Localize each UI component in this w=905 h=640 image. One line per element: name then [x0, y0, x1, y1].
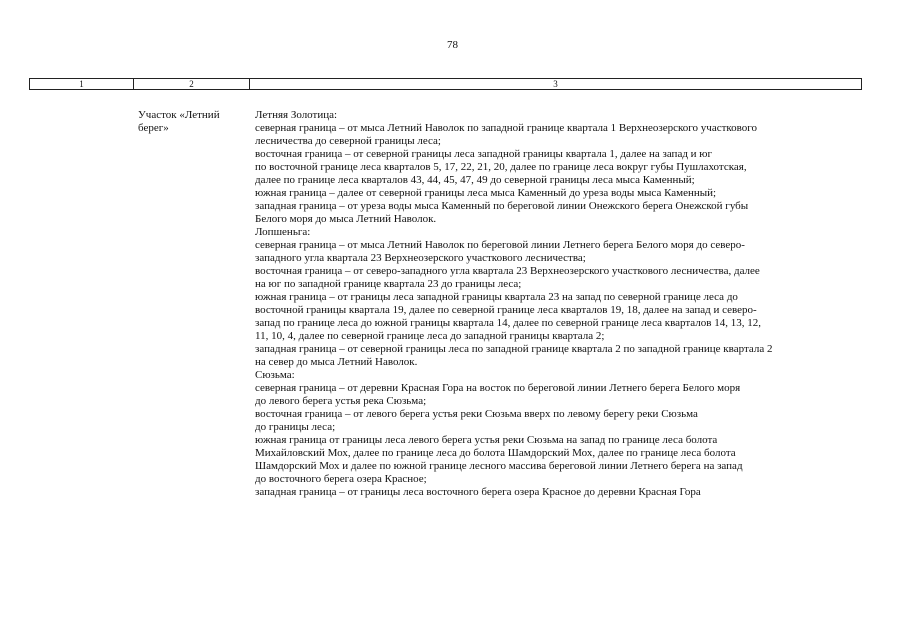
text-line: восточной границы квартала 19, далее по северной границе леса кварталов 19, 18, далее на запад и северо- — [255, 304, 757, 316]
text-line: далее по границе леса кварталов 43, 44, 45, 47, 49 до северной границы леса мыса Каменный; — [255, 174, 695, 186]
text-line: восточная граница – от северо-западного угла квартала 23 Верхнеозерского участкового лесничества, далее — [255, 265, 760, 277]
column-number-3: 3 — [553, 79, 558, 89]
text-line: Сюзьма: — [255, 369, 295, 381]
section-label-line: берег» — [138, 122, 169, 134]
column-number-header — [29, 78, 862, 90]
text-line: восточная граница – от левого берега устья реки Сюзьма вверх по левому берегу реки Сюзьма — [255, 408, 698, 420]
text-line: южная граница – от границы леса западной границы квартала 23 на запад по северной границе леса до — [255, 291, 738, 303]
column-number-1: 1 — [30, 79, 134, 89]
section-label — [138, 109, 250, 135]
text-line: лесничества до северной границы леса; — [255, 135, 441, 147]
text-line: южная граница – далее от северной границы леса мыса Каменный до уреза воды мыса Каменный; — [255, 187, 717, 199]
text-line: Лопшеньга: — [255, 226, 311, 238]
text-line: по восточной границе леса кварталов 5, 17, 22, 21, 20, далее по границе леса вокруг губы Пушлахотская, — [255, 161, 747, 173]
text-line: на север до мыса Летний Наволок. — [255, 356, 418, 368]
text-line: до восточного берега озера Красное; — [255, 473, 427, 485]
boundary-description — [255, 109, 865, 499]
page-number: 78 — [447, 39, 458, 51]
text-line: западная граница – от уреза воды мыса Каменный по береговой линии Онежского берега Онежской губы — [255, 200, 749, 212]
text-line: северная граница – от деревни Красная Гора на восток по береговой линии Летнего берега Белого моря — [255, 382, 741, 394]
text-line: 11, 10, 4, далее по северной границе леса до западной границы квартала 2; — [255, 330, 605, 342]
text-line: запад по границе леса до южной границы квартала 14, далее по северной границе леса кварталов 14, 13, 12, — [255, 317, 761, 329]
text-line: западная граница – от северной границы леса по западной границе квартала 2 по западной границе квартала 2 — [255, 343, 773, 355]
text-line: западного угла квартала 23 Верхнеозерского участкового лесничества; — [255, 252, 586, 264]
text-line: Шамдорский Мох и далее по южной границе лесного массива береговой линии Летнего берега на запад — [255, 460, 743, 472]
text-line: Белого моря до мыса Летний Наволок. — [255, 213, 437, 225]
text-line: на юг по западной границе квартала 23 до границы леса; — [255, 278, 522, 290]
text-line: до границы леса; — [255, 421, 336, 433]
text-line: Михайловский Мох, далее по границе леса до болота Шамдорский Мох, далее по границе леса болота — [255, 447, 736, 459]
text-line: северная граница – от мыса Летний Наволок по западной границе квартала 1 Верхнеозерского участкового — [255, 122, 758, 134]
text-line: западная граница – от границы леса восточного берега озера Красное до деревни Красная Гора — [255, 486, 701, 498]
text-line: до левого берега устья река Сюзьма; — [255, 395, 427, 407]
text-line: восточная граница – от северной границы леса западной границы квартала 1, далее на запад и юг — [255, 148, 713, 160]
text-line: Летняя Золотица: — [255, 109, 338, 121]
text-line: южная граница от границы леса левого берега устья реки Сюзьма на запад по границе леса болота — [255, 434, 718, 446]
text-line: северная граница – от мыса Летний Наволок по береговой линии Летнего берега Белого моря до северо- — [255, 239, 745, 251]
column-number-2: 2 — [134, 79, 250, 89]
section-label-line: Участок «Летний — [138, 109, 220, 121]
